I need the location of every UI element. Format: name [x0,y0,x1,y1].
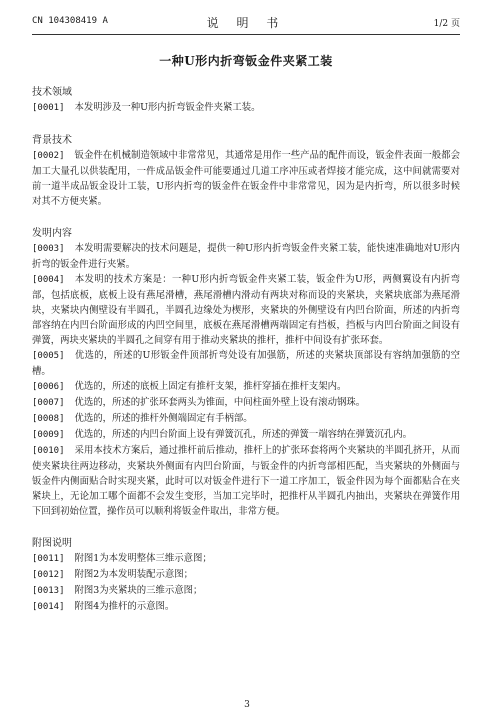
paragraph-text: 优选的，所述的扩张环套两头为锥面，中间柱面外壁上设有滚动钢珠。 [74,397,366,408]
paragraph-number: [0008] [32,414,65,424]
paragraph-text: 本发明需要解决的技术问题是，提供一种U形内折弯钣金件夹紧工装，能快速准确地对U形内折弯的钣金件进行夹紧。 [32,243,460,270]
paragraph [32,427,460,443]
paragraph-text: 附图2为本发明装配示意图； [74,569,193,580]
paragraph-text: 优选的，所述的推杆外侧端固定有手柄部。 [74,413,253,424]
paragraph [32,348,460,379]
paragraph-number: [0006] [32,382,65,392]
section-heading-background: 背景技术 [32,135,72,146]
paragraph-text: 附图4为推杆的示意图。 [74,601,175,612]
paragraph-number: [0004] [32,275,65,285]
paragraph-text: 本发明涉及一种U形内折弯钣金件夹紧工装。 [74,102,261,113]
page-number: 3 [244,700,250,710]
document-title: 一种U形内折弯钣金件夹紧工装 [159,54,333,68]
section-heading-tech-field: 技术领域 [32,87,72,98]
paragraph [32,100,460,116]
paragraph [32,379,460,395]
paragraph-number: [0011] [32,554,65,564]
paragraph-text: 本发明的技术方案是：一种U形内折弯钣金件夹紧工装，钣金件为U形，两侧翼设有内折弯部，包括底板，底板上设有燕尾滑槽，燕尾滑槽内滑动有两块对称而设的夹紧块，夹紧块底部为燕尾滑块，夹紧块内侧壁设有半圆孔，半圆孔边缘处为楔形，夹紧块的外侧壁设有内凹台阶面，所述的内折弯部容纳在内凹台阶面形成的内凹空间里，底板在燕尾滑槽两端固定有挡板，挡板与内凹台阶面之间设有弹簧，两块夹紧块的半圆孔之间穿有用于推动夹紧块的推杆，推杆中间设有扩张环套。 [32,274,460,346]
document-body [32,86,460,615]
page-header [32,14,460,34]
paragraph-text: 附图1为本发明整体三维示意图； [74,553,212,564]
paragraph [32,148,460,209]
paragraph [32,395,460,411]
paragraph [32,551,460,567]
paragraph [32,241,460,272]
paragraph [32,567,460,583]
section-heading-summary: 发明内容 [32,228,72,239]
paragraph-text: 采用本技术方案后，通过推杆前后推动，推杆上的扩张环套将两个夹紧块的半圆孔挤开，从而使夹紧块往两边移动，夹紧块外侧面有内凹台阶面，与钣金件的内折弯部相匹配，当夹紧块的外侧面与钣金件内侧面贴合时实现夹紧，此时可以对钣金件进行下一道工序加工，钣金件因为每个面都贴合在夹紧块上，无论加工哪个面都不会发生变形，当加工完毕时，把推杆从半圆孔内抽出，夹紧块在弹簧作用下回到初始位置，操作员可以顺利将钣金件取出，非常方便。 [32,445,460,517]
paragraph [32,583,460,599]
paragraph-text: 优选的，所述的底板上固定有推杆支架，推杆穿插在推杆支架内。 [74,381,347,392]
paragraph [32,599,460,615]
paragraph [32,443,460,519]
paragraph-number: [0014] [32,602,65,612]
paragraph-number: [0007] [32,398,65,408]
paragraph [32,272,460,348]
paragraph [32,411,460,427]
paragraph-text: 钣金件在机械制造领域中非常常见，其通常是用作一些产品的配件而设，钣金件表面一般都会加工大量孔以供装配用，一件成品钣金件可能要通过几道工序冲压或者焊接才能完成，这中间就需要对前一道半成品钣金设计工装，U形内折弯的钣金件在钣金件中非常常见，因为是内折弯，所以很多时候对其不方便夹紧。 [32,150,460,207]
paragraph-number: [0005] [32,351,65,361]
paragraph-number: [0010] [32,446,65,456]
paragraph-number: [0012] [32,570,65,580]
header-divider [32,34,460,35]
paragraph-text: 优选的，所述的U形钣金件顶部折弯处设有加强筋，所述的夹紧块顶部设有容纳加强筋的空槽。 [32,350,460,377]
page-indicator: 1/2 页 [433,19,460,29]
paragraph-text: 附图3为夹紧块的三维示意图； [74,585,203,596]
paragraph-number: [0001] [32,103,65,113]
paragraph-number: [0009] [32,430,65,440]
paragraph-number: [0013] [32,586,65,596]
patent-number: CN 104308419 A [32,16,108,26]
section-heading-figures: 附图说明 [32,538,72,549]
paragraph-number: [0002] [32,151,65,161]
document-type: 说 明 书 [206,16,286,30]
paragraph-text: 优选的，所述的内凹台阶面上设有弹簧沉孔，所述的弹簧一端容纳在弹簧沉孔内。 [74,429,413,440]
paragraph-number: [0003] [32,244,65,254]
